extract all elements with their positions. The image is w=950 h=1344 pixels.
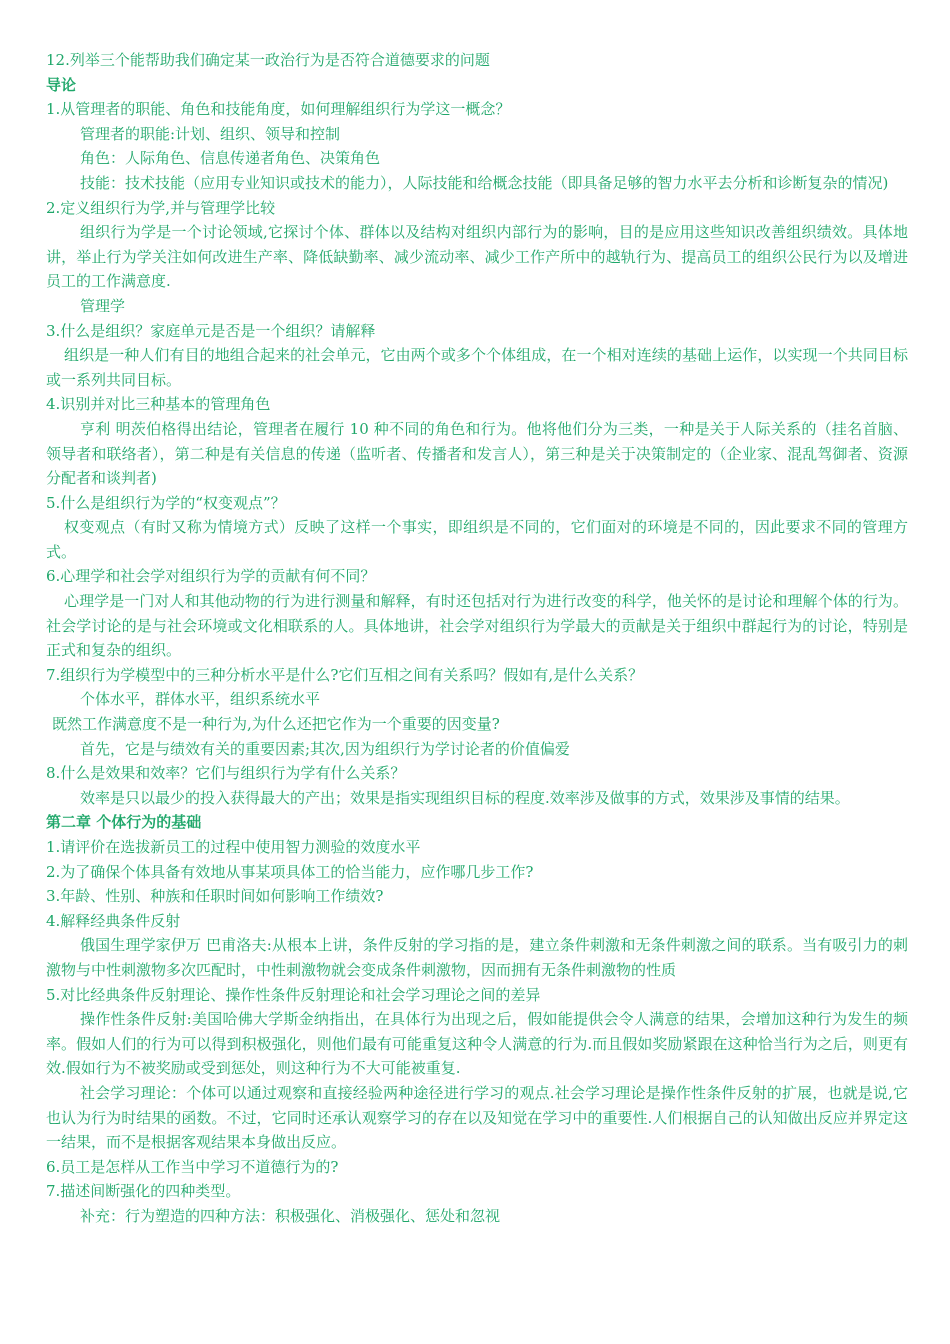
answer-paragraph: 组织行为学是一个讨论领域,它探讨个体、群体以及结构对组织内部行为的影响，目的是应用这些知识改善组织绩效。具体地讲，举止行为学关注如何改进生产率、降低缺勤率、减少流动率、减少工作产所中的越轨行为、提高员工的组织公民行为以及增进员工的工作满意度. [46,223,908,291]
question-line: 6.员工是怎样从工作当中学习不道德行为的? [46,1157,339,1176]
answer-paragraph: 心理学是一门对人和其他动物的行为进行测量和解释，有时还包括对行为进行改变的科学，他关怀的是讨论和理解个体的行为。社会学讨论的是与社会环境或文化相联系的人。具体地讲，社会学对组织行为学最大的贡献是关于组织中群起行为的讨论，特别是正式和复杂的组织。 [46,592,908,660]
section-heading: 第二章 个体行为的基础 [46,813,202,832]
answer-paragraph: 首先，它是与绩效有关的重要因素;其次,因为组织行为学讨论者的价值偏爱 [80,739,570,758]
answer-paragraph: 技能：技术技能（应用专业知识或技术的能力），人际技能和给概念技能（即具备足够的智力水平去分析和诊断复杂的情况) [80,173,889,192]
question-line: 3.什么是组织？家庭单元是否是一个组织？请解释 [46,321,376,340]
answer-paragraph: 社会学习理论：个体可以通过观察和直接经验两种途径进行学习的观点.社会学习理论是操作性条件反射的扩展，也就是说,它也认为行为时结果的函数。不过，它同时还承认观察学习的存在以及知觉在学习中的重要性.人们根据自己的认知做出反应并界定这一结果，而不是根据客观结果本身做出反应。 [46,1083,908,1152]
answer-paragraph: 管理者的职能:计划、组织、领导和控制 [80,124,341,143]
question-line: 7.组织行为学模型中的三种分析水平是什么?它们互相之间有关系吗？假如有,是什么关系？ [46,665,644,684]
question-line: 4.识别并对比三种基本的管理角色 [46,395,271,414]
answer-paragraph: 管理学 [80,296,126,315]
question-line: 8.什么是效果和效率？它们与组织行为学有什么关系？ [46,764,406,783]
question-line: 6.心理学和社会学对组织行为学的贡献有何不同？ [46,567,376,586]
question-line: 1.请评价在选拔新员工的过程中使用智力测验的效度水平 [46,838,421,856]
question-line: 7.描述间断强化的四种类型。 [46,1182,241,1201]
question-line: 2.定义组织行为学,并与管理学比较 [46,198,276,217]
question-line: 4.解释经典条件反射 [46,911,181,930]
answer-paragraph: 俄国生理学家伊万 巴甫洛夫:从根本上讲，条件反射的学习指的是，建立条件刺激和无条件刺激之间的联系。当有吸引力的刺激物与中性刺激物多次匹配时，中性刺激物就会变成条件刺激物，因而拥有无条件刺激物的性质 [46,936,908,979]
answer-paragraph: 亨利 明茨伯格得出结论，管理者在履行 10 种不同的角色和行为。他将他们分为三类，一种是关于人际关系的（挂名首脑、领导者和联络者），第二种是有关信息的传递（监听者、传播者和发言人），第三种是关于决策制定的（企业家、混乱驾御者、资源分配者和谈判者) [46,419,908,488]
answer-paragraph: 效率是只以最少的投入获得最大的产出；效果是指实现组织目标的程度.效率涉及做事的方式，效果涉及事情的结果。 [80,788,850,807]
question-line: 12.列举三个能帮助我们确定某一政治行为是否符合道德要求的问题 [46,51,490,69]
answer-paragraph: 操作性条件反射:美国哈佛大学斯金纳指出，在具体行为出现之后，假如能提供会令人满意的结果，会增加这种行为发生的频率。假如人们的行为可以得到积极强化，则他们最有可能重复这种令人满意的行为.而且假如奖励紧跟在这种恰当行为之后，则更有效.假如行为不被奖励或受到惩处，则这种行为不大可能被重复. [46,1010,908,1078]
answer-paragraph: 个体水平，群体水平，组织系统水平 [80,690,321,709]
section-heading: 导论 [46,75,77,94]
answer-paragraph: 组织是一种人们有目的地组合起来的社会单元，它由两个或多个个体组成，在一个相对连续的基础上运作，以实现一个共同目标或一系列共同目标。 [46,346,908,389]
answer-paragraph: 补充：行为塑造的四种方法：积极强化、消极强化、惩处和忽视 [80,1206,501,1225]
question-line: 5.对比经典条件反射理论、操作性条件反射理论和社会学习理论之间的差异 [46,985,541,1004]
answer-paragraph: 既然工作满意度不是一种行为,为什么还把它作为一个重要的因变量? [52,715,500,734]
question-line: 2.为了确保个体具备有效地从事某项具体工的恰当能力，应作哪几步工作? [46,862,534,881]
question-line: 1.从管理者的职能、角色和技能角度，如何理解组织行为学这一概念？ [46,100,511,119]
document-body [46,48,908,1229]
answer-paragraph: 权变观点（有时又称为情境方式）反映了这样一个事实，即组织是不同的，它们面对的环境是不同的，因此要求不同的管理方式。 [46,518,908,561]
question-line: 3.年龄、性别、种族和任职时间如何影响工作绩效? [46,887,384,906]
answer-paragraph: 角色：人际角色、信息传递者角色、决策角色 [80,149,381,168]
question-line: 5.什么是组织行为学的“权变观点”？ [46,493,286,512]
